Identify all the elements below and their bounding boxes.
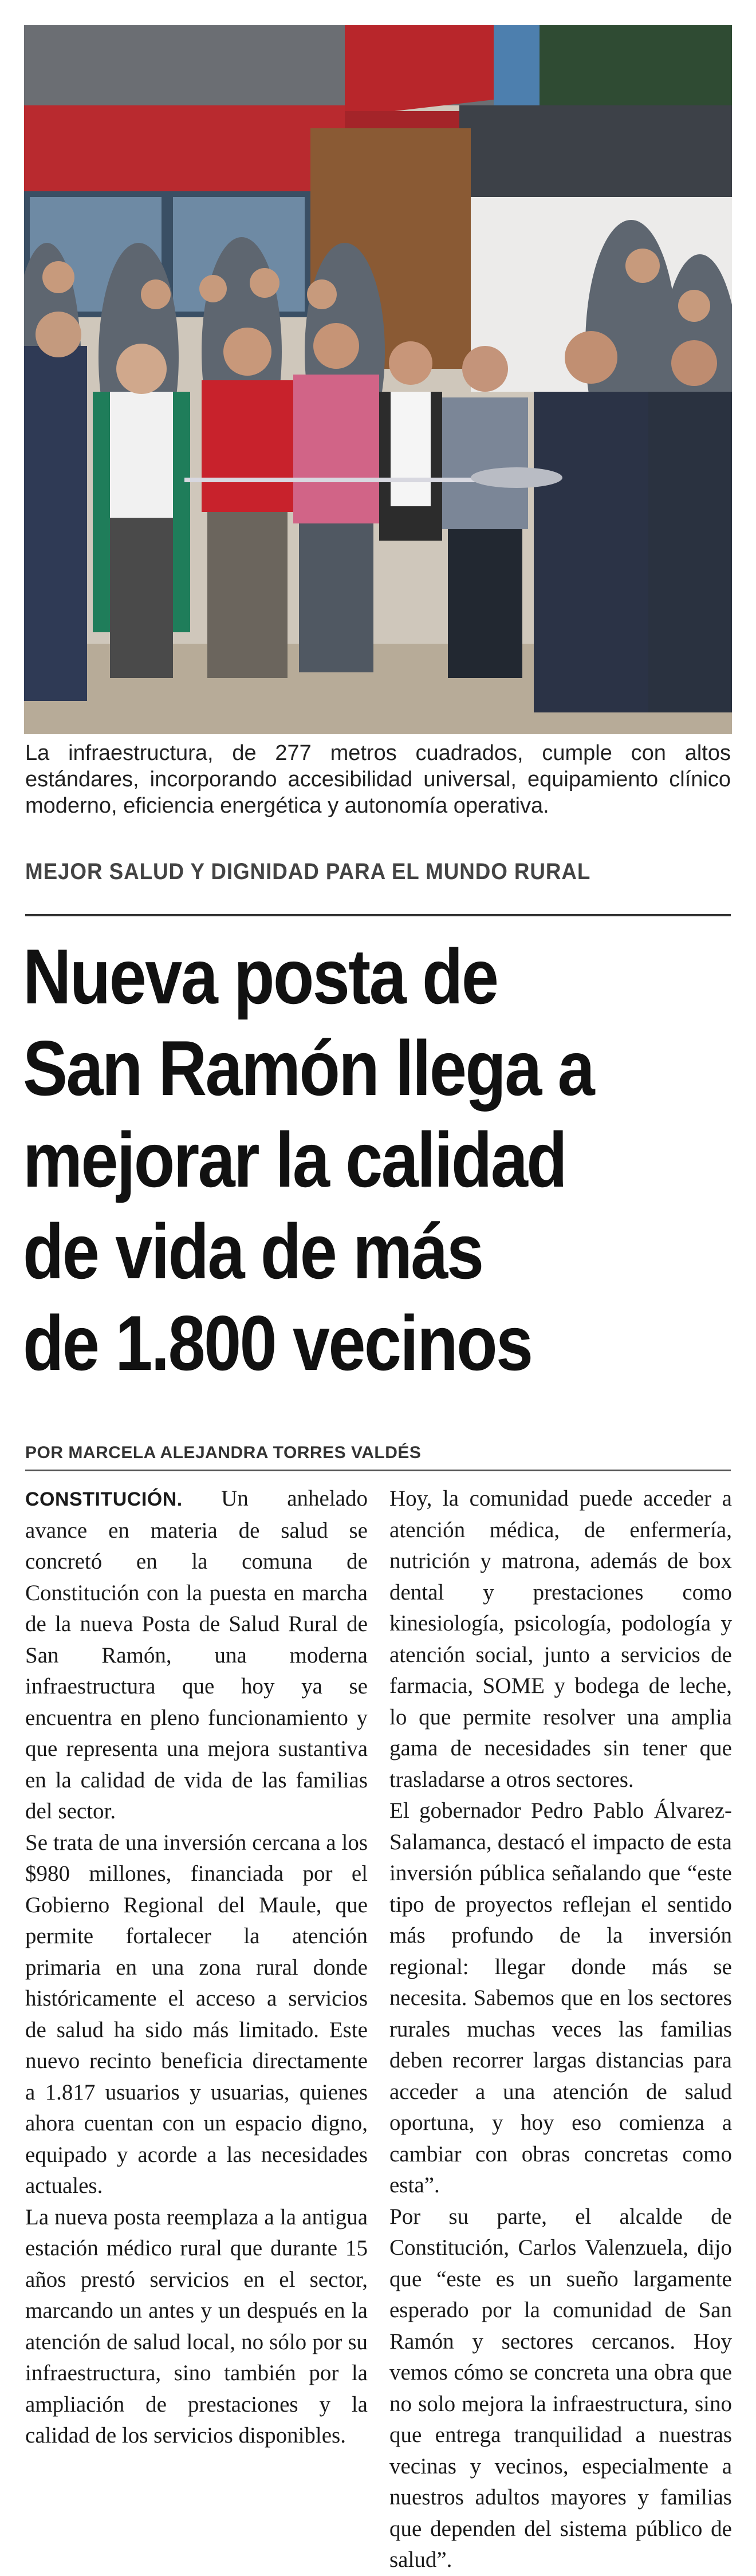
headline-line: de 1.800 vecinos — [23, 1299, 532, 1387]
body-paragraph: Hoy, la comunidad puede acceder a atención médica, de enfermería, nutrición y matrona, además de box dental y prestaciones como kinesiología, psicología, podología y atención social, junto a servicios de farmacia, SOME y bodega de leche, lo que permite resolver una amplia gama de necesidades sin tener que trasladarse a otros sectores. — [389, 1486, 732, 1792]
body-text: Un anhelado avance en materia de salud se concretó en la comuna de Constitución con la puesta en marcha de la nueva Posta de Salud Rural de San Ramón, una moderna infraestructura que hoy ya se encuentra en pleno funcionamiento y que representa una mejora sustantiva en la calidad de vida de las familias del sector. — [25, 1486, 368, 1823]
body-paragraph: Se trata de una inversión cercana a los $980 millones, financiada por el Gobierno Regional del Maule, que permite fortalecer la atención primaria en una zona rural donde históricamente el acceso a servicios de salud ha sido más limitado. Este nuevo recinto beneficia directamente a 1.817 usuarios y usuarias, quienes ahora cuentan con un espacio digno, equipado y acorde a las necesidades actuales. — [25, 1830, 368, 2198]
divider — [25, 914, 731, 916]
divider — [25, 1470, 731, 1471]
section-kicker: MEJOR SALUD Y DIGNIDAD PARA EL MUNDO RURAL — [25, 859, 591, 884]
photo-caption: La infraestructura, de 277 metros cuadrados, cumple con altos estándares, incorporando accesibilidad universal, equipamiento clínico moderno, eficiencia energética y autonomía operativa. — [25, 741, 731, 818]
group-photo-ribbon-cutting — [24, 25, 732, 734]
dateline: CONSTITUCIÓN. — [25, 1488, 183, 1510]
headline-line: mejorar la calidad — [23, 1116, 566, 1203]
headline-line: de vida de más — [23, 1208, 483, 1295]
headline-line: Nueva posta de — [23, 933, 498, 1020]
body-paragraph: El gobernador Pedro Pablo Álvarez-Salamanca, destacó el impacto de esta inversión pública señalando que “este tipo de proyectos reflejan el sentido más profundo de la inversión regional: llegar donde más se necesita. Sabemos que en los sectores rurales muchas veces las familias deben recorrer largas distancias para acceder a una atención de salud oportuna, y hoy eso comienza a cambiar con obras concretas como esta”. — [389, 1798, 732, 2197]
body-paragraph — [25, 1483, 368, 1827]
body-paragraph: Por su parte, el alcalde de Constitución, Carlos Valenzuela, dijo que “este es un sueño largamente esperado por la comunidad de San Ramón y sectores cercanos. Hoy vemos cómo se concreta una obra que no solo mejora la infraestructura, sino que entrega tranquilidad a nuestras vecinas y vecinos, especialmente a nuestros adultos mayores y familias que dependen del sistema público de salud”. — [389, 2204, 732, 2572]
article-column-left — [25, 1483, 368, 2452]
headline-line: San Ramón llega a — [23, 1025, 594, 1112]
byline: POR MARCELA ALEJANDRA TORRES VALDÉS — [25, 1443, 422, 1462]
body-paragraph: La nueva posta reemplaza a la antigua estación médico rural que durante 15 años prestó servicios en el sector, marcando un antes y un después en la atención de salud local, no sólo por su infraestructura, sino también por la ampliación de prestaciones y la calidad de los servicios disponibles. — [25, 2204, 368, 2448]
article-column-right — [389, 1483, 732, 2576]
news-photo — [24, 25, 732, 734]
headline — [23, 931, 733, 1389]
